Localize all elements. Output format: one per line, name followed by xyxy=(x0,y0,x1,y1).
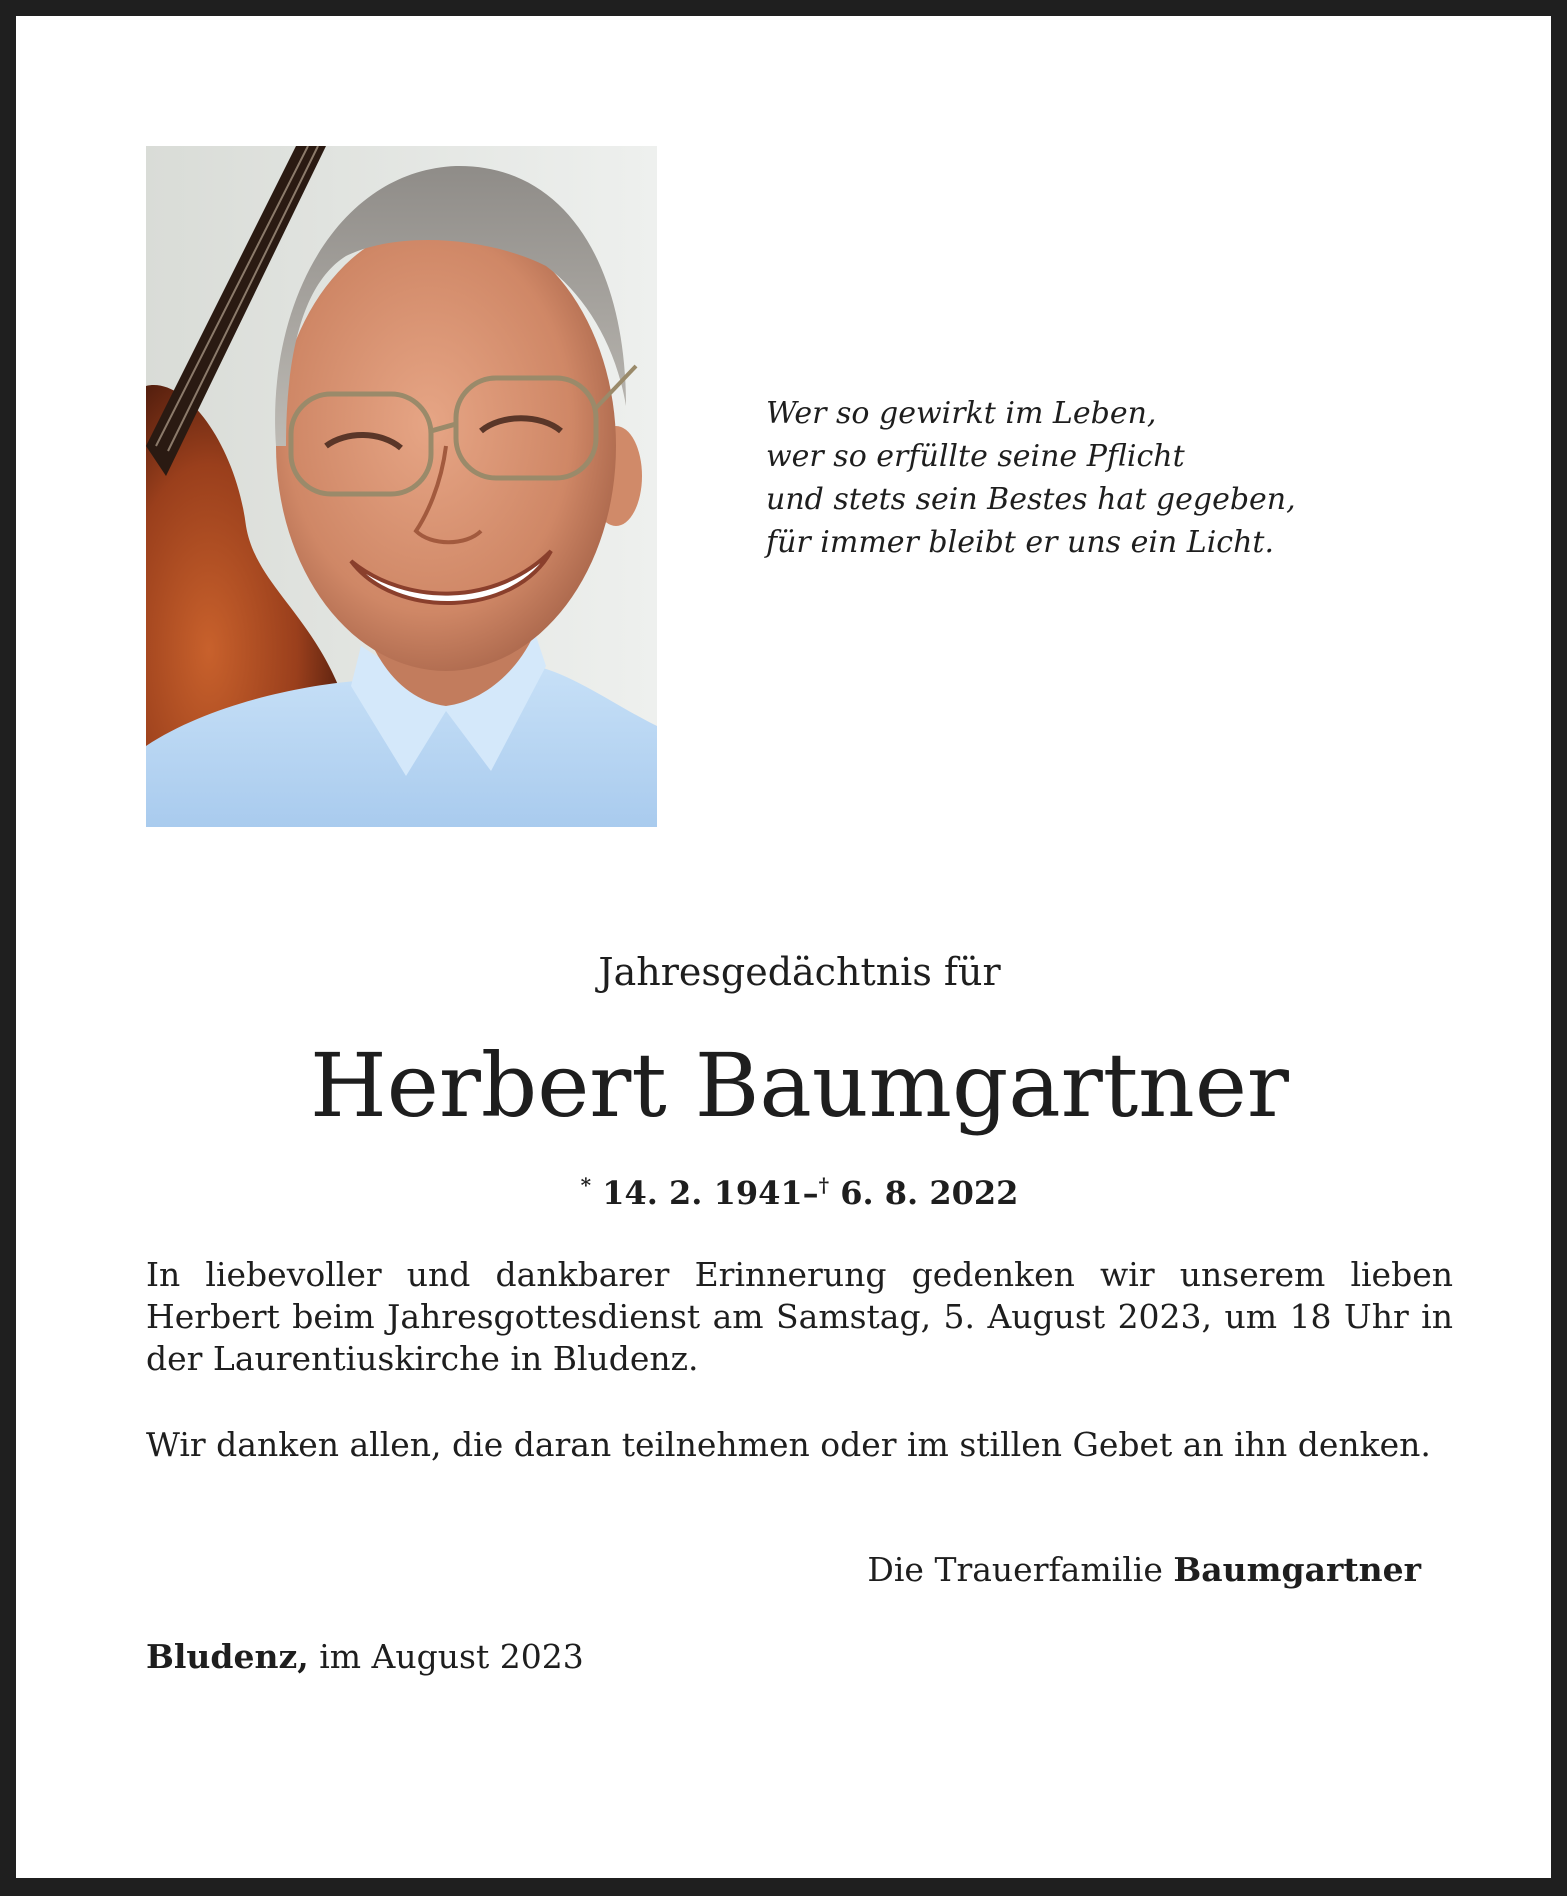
life-dates xyxy=(16,1171,1567,1215)
date-separator: – xyxy=(802,1174,819,1212)
portrait-illustration xyxy=(146,146,657,827)
memorial-poem xyxy=(766,392,1326,564)
place-date-line xyxy=(146,1636,584,1678)
signature-prefix: Die Trauerfamilie xyxy=(867,1550,1163,1589)
poem-line: für immer bleibt er uns ein Licht. xyxy=(766,525,1275,560)
poem-line: wer so erfüllte seine Pflicht xyxy=(766,439,1185,474)
family-name: Baumgartner xyxy=(1173,1550,1421,1589)
remembrance-paragraph: In liebevoller und dankbarer Erinnerung gedenken wir unserem lieben Herbert beim Jahresgottesdienst am Samstag, 5. August 2023, um 18 Uhr in der Laurentiuskirche in Bludenz. xyxy=(146,1255,1453,1378)
portrait-photo xyxy=(146,146,657,827)
birth-date: 14. 2. 1941 xyxy=(602,1174,803,1212)
thanks-paragraph: Wir danken allen, die daran teilnehmen oder im stillen Gebet an ihn denken. xyxy=(146,1425,1431,1464)
deceased-name: Herbert Baumgartner xyxy=(310,1034,1289,1137)
memorial-subtitle: Jahresgedächtnis für xyxy=(598,950,1001,994)
poem-line: und stets sein Bestes hat gegeben, xyxy=(766,482,1296,517)
birth-symbol: * xyxy=(580,1173,592,1197)
poem-line: Wer so gewirkt im Leben, xyxy=(766,396,1157,431)
death-symbol: † xyxy=(818,1173,830,1197)
death-date: 6. 8. 2022 xyxy=(840,1174,1019,1212)
place-name: Bludenz, xyxy=(146,1637,309,1676)
family-signature xyxy=(867,1549,1421,1591)
issue-date: im August 2023 xyxy=(319,1637,584,1676)
